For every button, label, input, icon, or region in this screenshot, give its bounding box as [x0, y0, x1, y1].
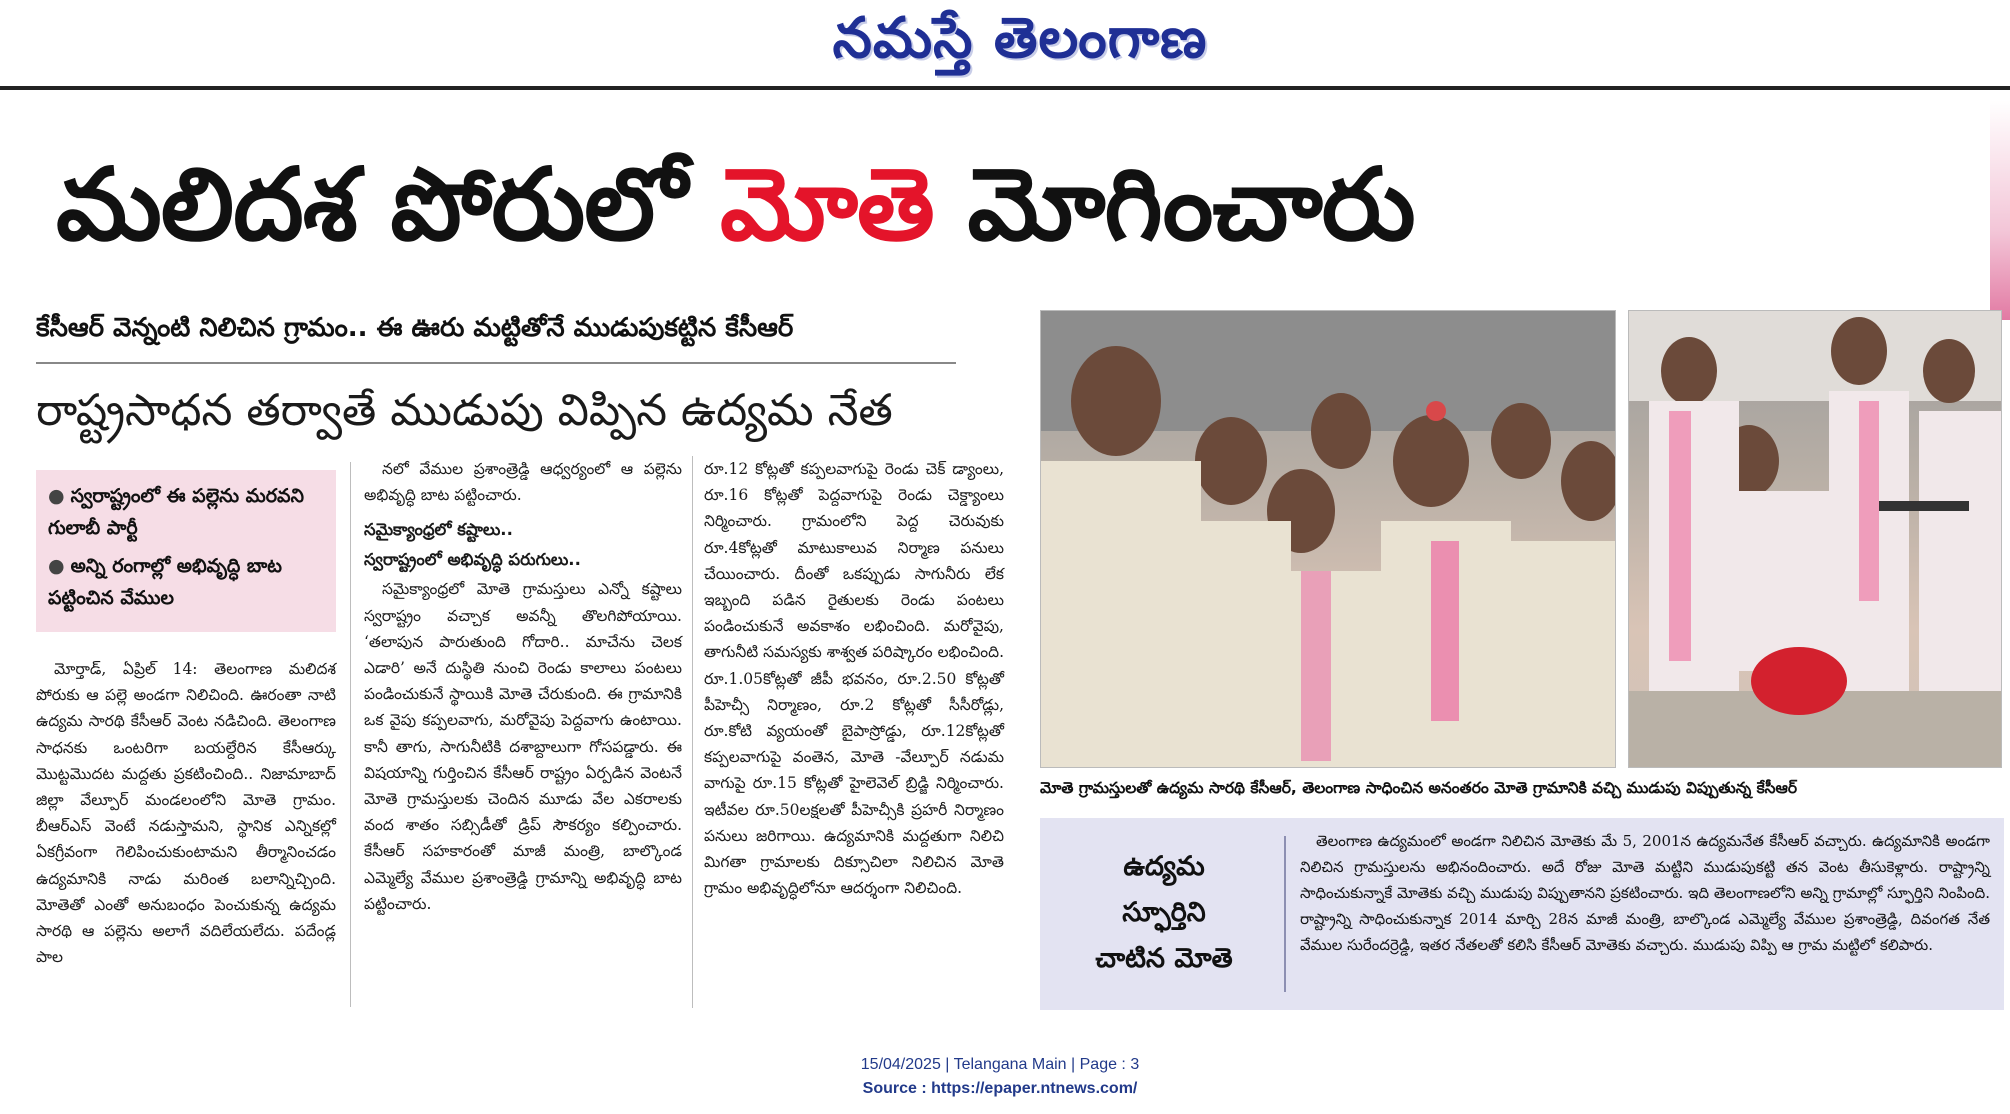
column2-subhead-2: స్వరాష్ట్రంలో అభివృద్ధి పరుగులు.. [364, 550, 581, 570]
column2-paragraph-1: నలో వేముల ప్రశాంత్రెడ్డి ఆధ్వర్యంలో ఆ పల్లెను అభివృద్ధి బాట పట్టించారు. [364, 460, 682, 505]
sidebar-story-box [1040, 818, 2004, 1010]
column1-paragraph: మోర్తాడ్, ఏప్రిల్ 14: తెలంగాణ మలిదశ పోరుకు ఆ పల్లె అండగా నిలిచింది. ఊరంతా నాటి ఉద్యమ సారథి కేసీఆర్ వెంట నడిచింది. తెలంగాణ సాధనకు ఒంటరిగా బయల్దేరిన కేసీఆర్కు మొట్టమొదట మద్దతు ప్రకటించింది.. నిజామాబాద్ జిల్లా వేల్పూర్ మండలంలోని మోతె గ్రామం. బీఆర్ఎస్ వెంటే నడుస్తామని, స్థానిక ఎన్నికల్లో ఏకగ్రీవంగా గెలిపించుకుంటామని తీర్మానించడం ఉద్యమానికి నాడు మరింత బలాన్నిచ్చింది. మోతెతో ఎంతో అనుబంధం పెంచుకున్న ఉద్యమ సారథి ఆ పల్లెను అలాగే వదిలేయలేదు. పదేండ్ల పాల [36, 660, 336, 967]
main-headline [56, 130, 1976, 280]
footer-source-link[interactable]: Source : https://epaper.ntnews.com/ [862, 1080, 1138, 1097]
photo-caption: మోతె గ్రామస్తులతో ఉద్యమ సారథి కేసీఆర్, తెలంగాణ సాధించిన అనంతరం మోతె గ్రామానికి వచ్చి ముడుపు విప్పుతున్న కేసీఆర్ [1040, 779, 1798, 797]
photo-villagers [1040, 310, 1616, 768]
subheadline: రాష్ట్రసాధన తర్వాతే ముడుపు విప్పిన ఉద్యమ నేత [36, 385, 893, 436]
highlight-item: ● అన్ని రంగాల్లో అభివృద్ధి బాట పట్టించిన వేముల [48, 555, 282, 609]
bullet-icon: ● [48, 555, 65, 577]
kicker-rule [36, 362, 956, 364]
article-column-1 [36, 656, 336, 1006]
column2-subhead-1: సమైక్యాంధ్రలో కష్టాలు.. [364, 520, 513, 540]
headline-part1: మలిదశ పోరులో [56, 146, 720, 263]
kicker-line: కేసీఆర్ వెన్నంటి నిలిచిన గ్రామం.. ఈ ఊరు మట్టితోనే ముడుపుకట్టిన కేసీఆర్ [36, 313, 794, 343]
top-rule [0, 86, 2010, 90]
column2-paragraph-2: సమైక్యాంధ్రలో మోతె గ్రామస్తులు ఎన్నో కష్టాలు స్వరాష్ట్రం వచ్చాక అవన్నీ తొలగిపోయాయి. ‘తలాపున పారుతుంది గోదారి.. మాచేను చెలక ఎడారి’ అనే దుస్థితి నుంచి రెండు కాలాలు పంటలు పండించుకునే స్థాయికి మోతె చేరుకుంది. ఈ గ్రామానికి ఒక వైపు కప్పలవాగు, మరోవైపు పెద్దవాగు ఉంటాయి. కానీ తాగు, సాగునీటికి దశాబ్దాలుగా గోసపడ్డారు. ఈ విషయాన్ని గుర్తించిన కేసీఆర్ రాష్ట్రం ఏర్పడిన వెంటనే మోతె గ్రామస్తులకు చెందిన మూడు వేల ఎకరాలకు వంద శాతం సబ్సిడీతో డ్రిప్ సౌకర్యం కల్పించారు. కేసీఆర్ సహకారంతో మాజీ మంత్రి, బాల్కొండ ఎమ్మెల్యే వేముల ప్రశాంత్రెడ్డి గ్రామాన్ని అభివృద్ధి బాట పట్టించారు. [364, 580, 682, 913]
headline-highlight: మోతె [719, 146, 934, 263]
column-separator [692, 456, 693, 1008]
edge-clipping [1990, 100, 2010, 320]
column-separator [350, 462, 351, 1007]
column3-paragraph: రూ.12 కోట్లతో కప్పలవాగుపై రెండు చెక్ డ్యాంలు, రూ.16 కోట్లతో పెద్దవాగుపై రెండు చెక్డ్యాంలు నిర్మించారు. గ్రామంలోని పెద్ద చెరువుకు రూ.4కోట్లతో మాటుకాలువ నిర్మాణ పనులు చేయించారు. దీంతో ఒకప్పుడు సాగునీరు లేక ఇబ్బంది పడిన రైతులకు రెండు పంటలు పండించుకునే అవకాశం లభించింది. మరోవైపు, తాగునీటి సమస్యకు శాశ్వత పరిష్కారం లభించింది. రూ.1.05కోట్లతో జీపీ భవనం, రూ.2.50 కోట్లతో పీహెచ్సీ నిర్మాణం, రూ.2 కోట్లతో సీసీరోడ్లు, రూ.కోటి వ్యయంతో బైపాస్రోడ్డు, రూ.12కోట్లతో కప్పలవాగుపై వంతెన, మోతె -వేల్పూర్ నడుమ వాగుపై రూ.15 కోట్లతో హైలెవెల్ బ్రిడ్జి నిర్మించారు. ఇటీవల రూ.50లక్షలతో పీహెచ్సీకి ప్రహరీ నిర్మాణం పనులు జరిగాయి. ఉద్యమానికి మద్దతుగా నిలిచి మిగతా గ్రామాలకు దిక్సూచిలా నిలిచిన మోతె గ్రామం అభివృద్ధిలోనూ ఆదర్శంగా నిలిచింది. [704, 460, 1004, 898]
sidebox-text: తెలంగాణ ఉద్యమంలో అండగా నిలిచిన మోతెకు మే 5, 2001న ఉద్యమనేత కేసీఆర్ వచ్చారు. ఉద్యమానికి అండగా నిలిచిన గ్రామస్తులను అభినందించారు. అదే రోజు మోతె మట్టిని ముడుపుకట్టి తన వెంట తీసుకెళ్లారు. రాష్ట్రాన్ని సాధించుకున్నాకే మోతెకు వచ్చి ముడుపు విప్పుతానని ప్రకటించారు. ఇది తెలంగాణలోని అన్ని గ్రామాల్లో స్ఫూర్తిని నింపింది. రాష్ట్రాన్ని సాధించుకున్నాక 2014 మార్చి 28న మాజీ మంత్రి, బాల్కొండ ఎమ్మెల్యే వేముల ప్రశాంత్రెడ్డి, దివంగత నేత వేముల సురేందర్రెడ్డి, ఇతర నేతలతో కలిసి కేసీఆర్ మోతెకు వచ్చారు. ముడుపు విప్పి ఆ గ్రామ మట్టిలో కలిపారు. [1300, 832, 1990, 954]
sidebox-divider [1284, 836, 1286, 992]
article-column-3 [704, 456, 1004, 1008]
headline-part2: మోగించారు [933, 146, 1415, 263]
highlights-box [36, 470, 336, 632]
sidebox-title: ఉద్యమ స్ఫూర్తిని చాటిన మోతె [1095, 851, 1233, 974]
masthead-logo: నమస్తే తెలంగాణ [832, 6, 1208, 71]
article-column-2 [364, 456, 682, 1008]
highlight-item: ● స్వరాష్ట్రంలో ఈ పల్లెను మరవని గులాబీ పార్టీ [48, 485, 304, 539]
photo-kcr-ceremony [1628, 310, 2002, 768]
bullet-icon: ● [48, 485, 65, 507]
footer-edition-info: 15/04/2025 | Telangana Main | Page : 3 [860, 1056, 1140, 1073]
